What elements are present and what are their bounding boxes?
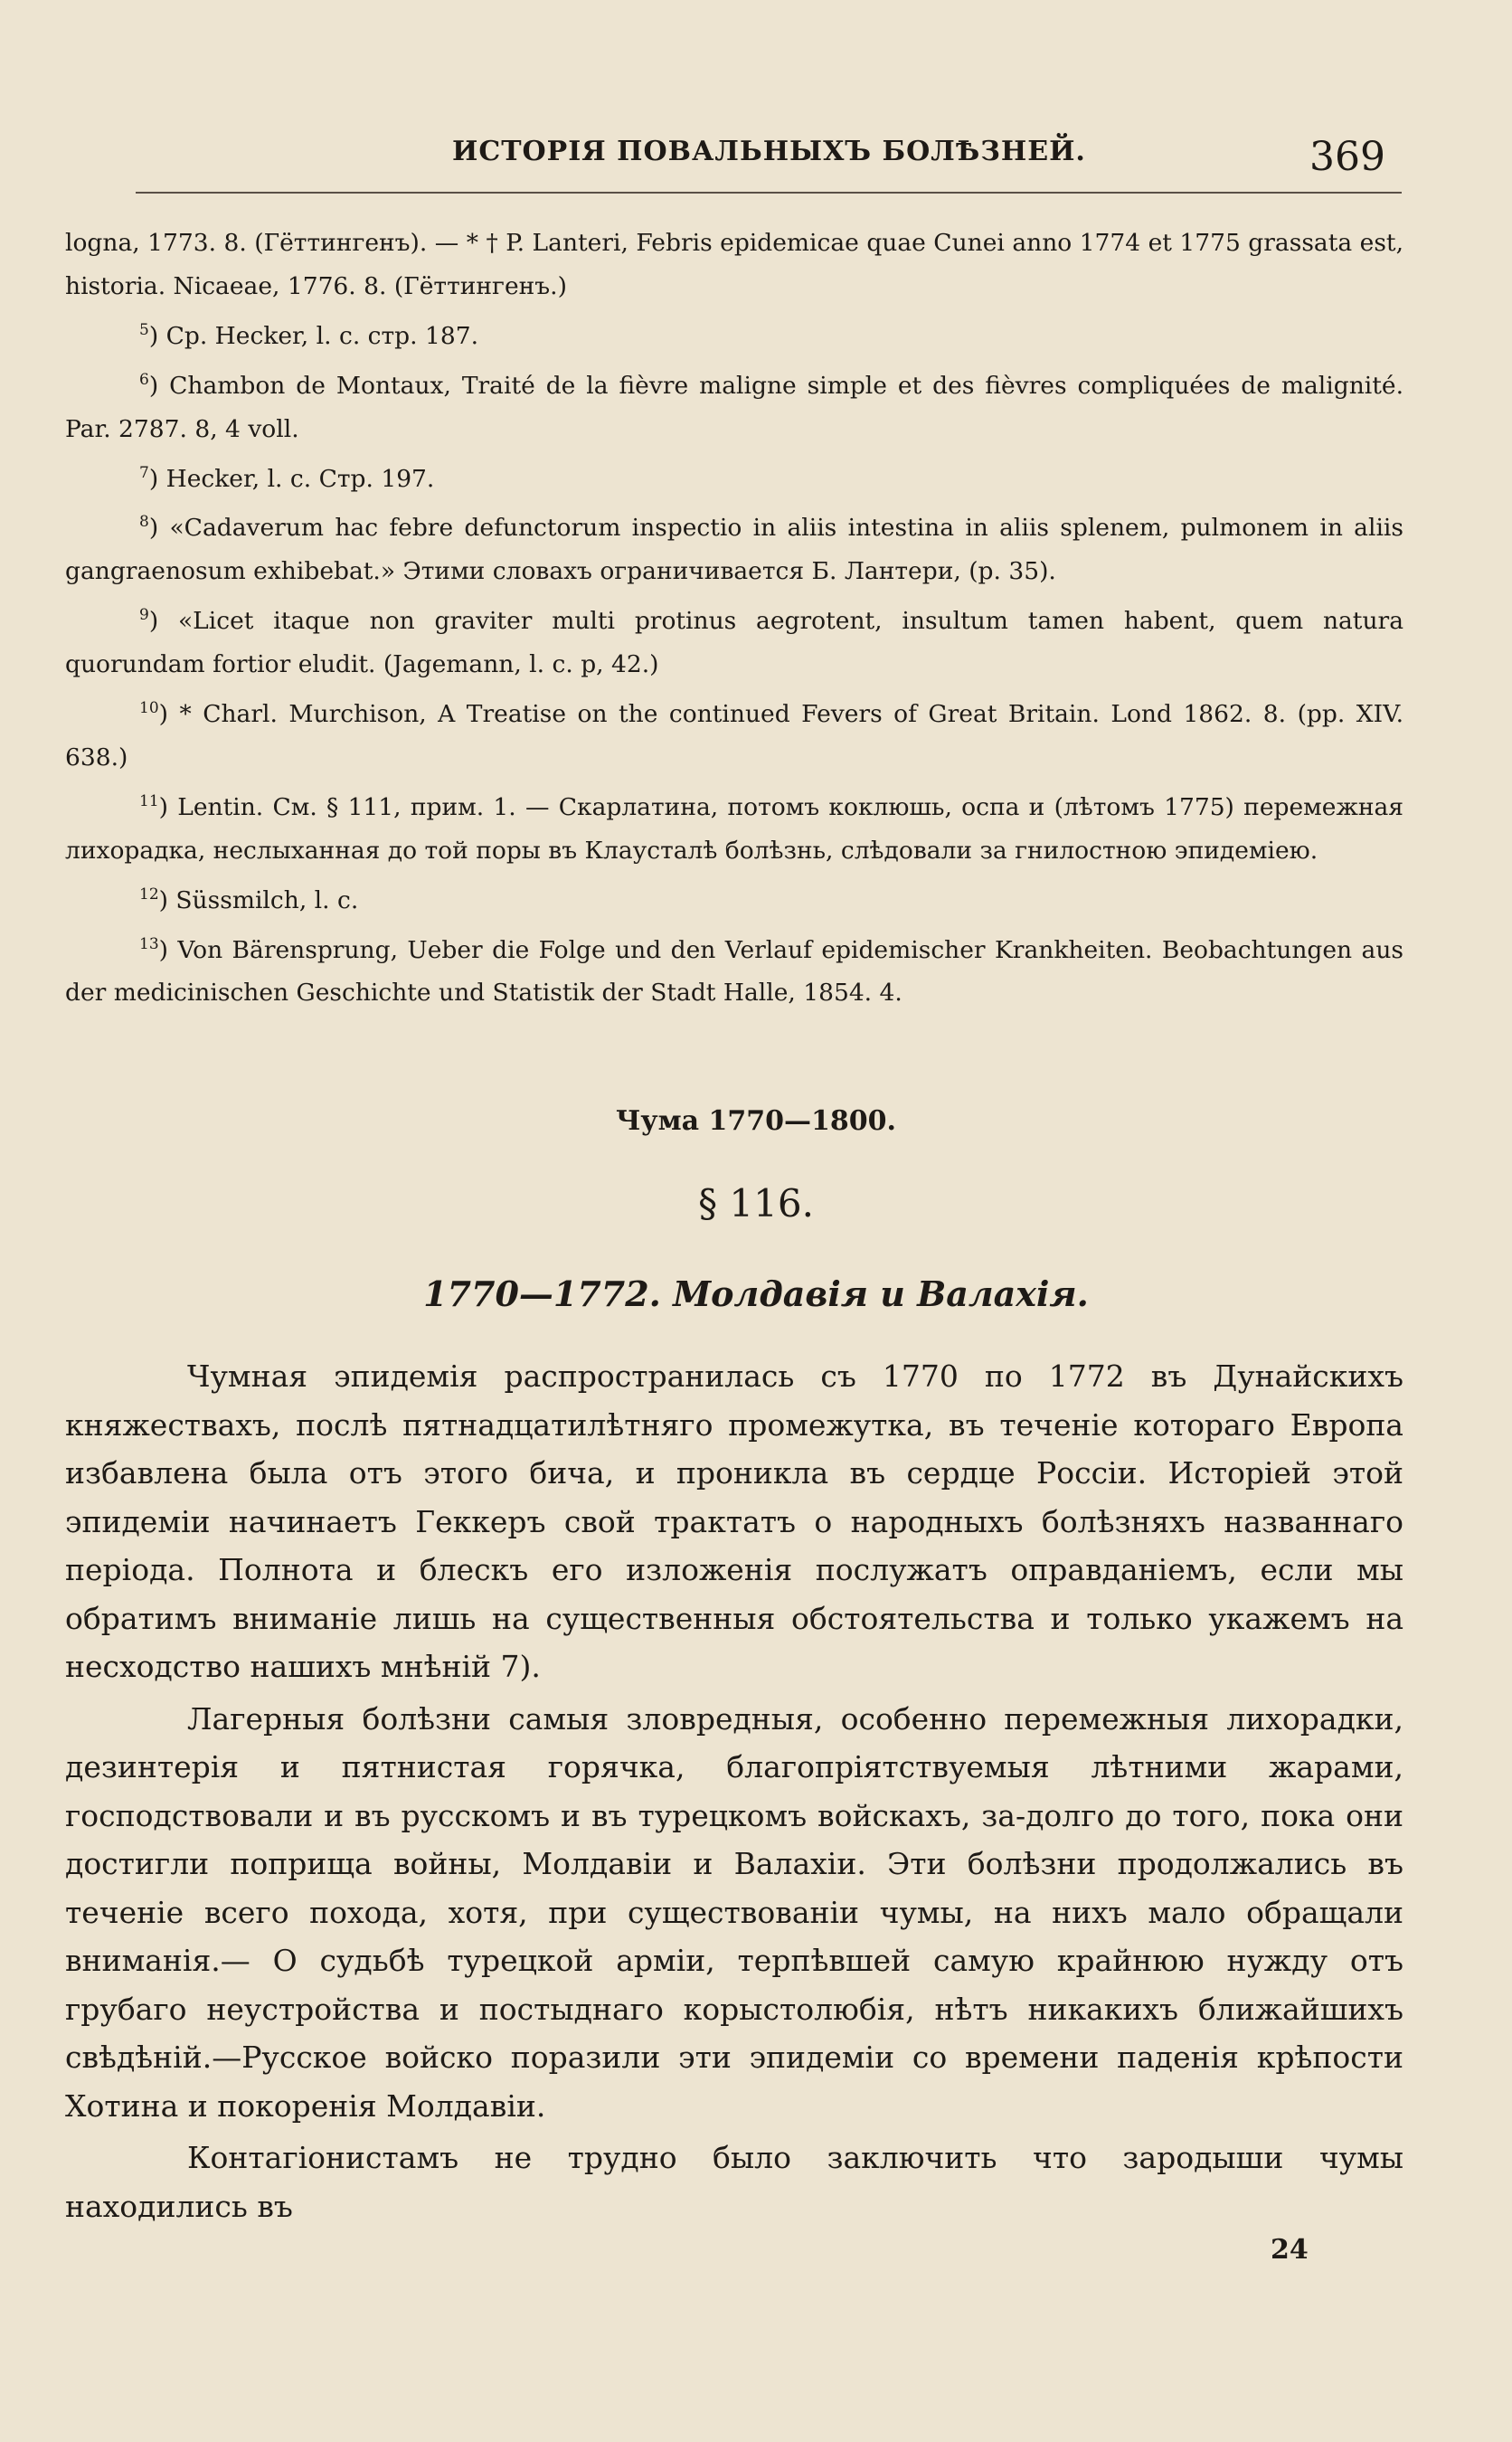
footnote-text: Von Bärensprung, Ueber die Folge und den Verlauf epidemischer Krankheiten. Beobachtungen aus der medicinischen Geschichte und Statistik der Stadt Halle, 1854. 4. bbox=[65, 935, 1403, 1008]
footnote: $^{13}$) Von Bärensprung, Ueber die Folge und den Verlauf epidemischer Krankheiten. Beobachtungen aus der medicinischen Geschichte und Statistik der Stadt Halle, 1854. 4. bbox=[65, 934, 1403, 1008]
footnote-number: 12 bbox=[139, 885, 159, 904]
footnote-text: Hecker, l. c. Стр. 197. bbox=[165, 464, 435, 493]
footnotes bbox=[65, 222, 1403, 1015]
footnote-number: 8 bbox=[139, 513, 149, 532]
footnote: $^{12}$) Süssmilch, l. c. bbox=[139, 885, 359, 914]
body-paragraph: Лагерныя болѣзни самыя зловредныя, особенно перемежныя лихорадки, дезинтерія и пятнистая горячка, благопріятствуемыя лѣтними жарами, господствовали и въ русскомъ и въ турецкомъ войскахъ, за-долго до того, пока они достигли поприща войны, Молдавіи и Валахіи. Эти болѣзни продолжались въ теченіе всего похода, хотя, при существованіи чумы, на нихъ мало обращали вниманія.— О судьбѣ турецкой арміи, терпѣвшей самую крайнюю нужду отъ грубаго неустройства и постыднаго корыстолюбія, нѣтъ никакихъ ближайшихъ свѣдѣній.—Русское войско поразили эти эпидеміи со времени паденія крѣпости Хотина и покоренія Молдавіи. bbox=[65, 1700, 1403, 2124]
footnote-text: «Licet itaque non graviter multi protinus aegrotent, insultum tamen habent, quem natura quorundam fortior eludit. (Jagemann, l. c. p, 42.) bbox=[65, 607, 1403, 679]
header-rule bbox=[136, 192, 1402, 194]
footnote-text: Ср. Hecker, l. c. стр. 187. bbox=[165, 321, 478, 350]
section-subtitle: 1770—1772. Молдавія и Валахія. bbox=[423, 1273, 1089, 1314]
footnote-number: 6 bbox=[139, 370, 149, 389]
footnote: $^7$) Hecker, l. c. Стр. 197. bbox=[139, 463, 435, 493]
footnote-number: 5 bbox=[139, 321, 149, 339]
footnote-text: Lentin. См. § 111, прим. 1. — Скарлатина, потомъ коклюшь, оспа и (лѣтомъ 1775) перемежная лихорадка, неслыханная до той поры въ Клаусталѣ болѣзнь, слѣдовали за гнилостною эпидеміею. bbox=[65, 792, 1404, 865]
footnote-text: Süssmilch, l. c. bbox=[175, 885, 359, 914]
footnote: $^{10}$) * Charl. Murchison, A Treatise on the continued Fevers of Great Britain. Lond 1862. 8. (pp. XIV. 638.) bbox=[65, 699, 1404, 771]
footnote-number: 13 bbox=[139, 934, 159, 953]
signature-mark: 24 bbox=[1271, 2234, 1309, 2266]
footnote: $^8$) «Cadaverum hac febre defunctorum inspectio in aliis intestina in aliis splenem, pulmonem in aliis gangraenosum exhibebat.» Этими словахъ ограничивается Б. Лантери, (p. 35). bbox=[65, 513, 1404, 586]
footnote: $^9$) «Licet itaque non graviter multi protinus aegrotent, insultum tamen habent, quem natura quorundam fortior eludit. (Jagemann, l. c. p, 42.) bbox=[65, 606, 1403, 679]
section-heading: Чума 1770—1800. bbox=[616, 1105, 896, 1137]
footnote-text: «Cadaverum hac febre defunctorum inspectio in aliis intestina in aliis splenem, pulmonem in aliis gangraenosum exhibebat.» Этими словахъ ограничивается Б. Лантери, (p. 35). bbox=[65, 514, 1404, 586]
section-number: § 116. bbox=[698, 1181, 814, 1226]
footnote: $^5$) Ср. Hecker, l. c. стр. 187. bbox=[139, 321, 478, 350]
footnote-number: 9 bbox=[139, 606, 149, 625]
footnote-text: * Charl. Murchison, A Treatise on the continued Fevers of Great Britain. Lond 1862. 8. (pp. XIV. 638.) bbox=[65, 699, 1404, 771]
footnote-number: 11 bbox=[139, 791, 159, 810]
footnote-text: Chambon de Montaux, Traité de la fièvre maligne simple et des fièvres compliquées de malignité. Par. 2787. 8, 4 voll. bbox=[65, 371, 1403, 443]
footnote-number: 7 bbox=[139, 463, 149, 482]
body-paragraph: Чумная эпидемія распространилась съ 1770 по 1772 въ Дунайскихъ княжествахъ, послѣ пятнадцатилѣтняго промежутка, въ теченіе котораго Европа избавлена была отъ этого бича, и проникла въ сердце Россіи. Исторіей этой эпидеміи начинаетъ Геккеръ свой трактатъ о народныхъ болѣзняхъ названнаго періода. Полнота и блескъ его изложенія послужатъ оправданіемъ, если мы обратимъ вниманіе лишь на существенныя обстоятельства и только укажемъ на несходство нашихъ мнѣній 7). bbox=[65, 1358, 1403, 1684]
footnote: $^{11}$) Lentin. См. § 111, прим. 1. — Скарлатина, потомъ коклюшь, оспа и (лѣтомъ 1775) перемежная лихорадка, неслыханная до той поры въ Клаусталѣ болѣзнь, слѣдовали за гнилостною эпидеміею. bbox=[65, 791, 1404, 865]
body-text bbox=[65, 1352, 1403, 2234]
running-title: ИСТОРІЯ ПОВАЛЬНЫХЪ БОЛѢЗНЕЙ. bbox=[452, 136, 1086, 167]
footnote-text: logna, 1773. 8. (Гёттингенъ). — * † P. Lanteri, Febris epidemicae quae Cunei anno 1774 et 1775 grassata est, historia. Nicaeae, 1776. 8. (Гёттингенъ.) bbox=[65, 229, 1403, 300]
footnote-number: 10 bbox=[139, 699, 159, 718]
footnote: $^6$) Chambon de Montaux, Traité de la fièvre maligne simple et des fièvres compliquées de malignité. Par. 2787. 8, 4 voll. bbox=[65, 370, 1403, 443]
page-number: 369 bbox=[1309, 134, 1385, 180]
body-paragraph: Контагіонистамъ не трудно было заключить что зародыши чумы находились въ bbox=[65, 2140, 1403, 2224]
footnote bbox=[65, 222, 1403, 308]
